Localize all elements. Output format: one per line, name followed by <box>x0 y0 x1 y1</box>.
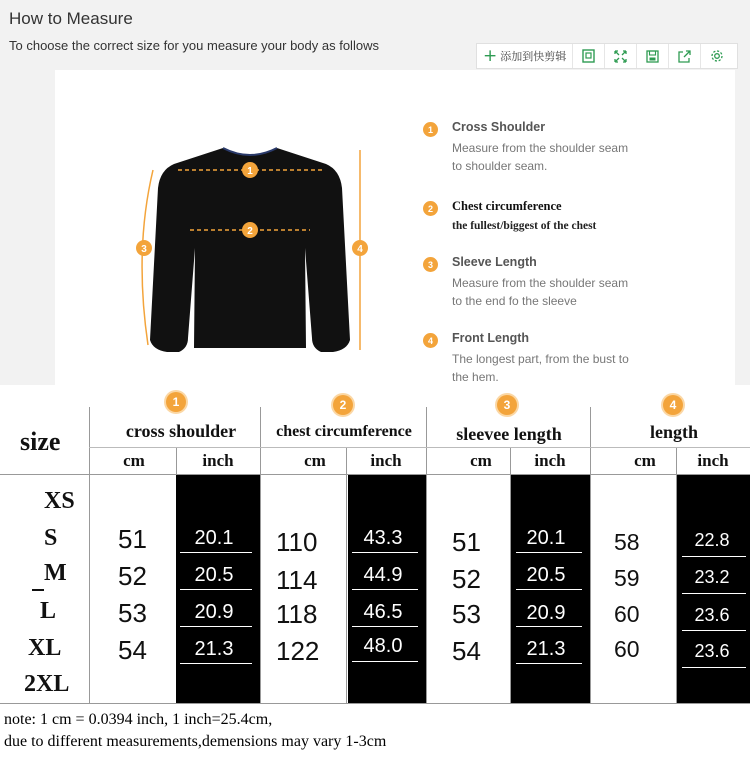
unit-inch: inch <box>534 451 566 470</box>
column-2-icon: 2 <box>333 395 353 415</box>
cell-value: 20.5 <box>526 564 566 586</box>
conversion-note: note: 1 cm = 0.0394 inch, 1 inch=25.4cm, <box>4 711 273 728</box>
cell-value: 122 <box>276 636 320 666</box>
step-1-icon: 1 <box>423 122 438 137</box>
column-header-length: length <box>649 422 698 442</box>
step-title: Front Length <box>452 331 530 345</box>
step-desc: The longest part, from the bust to the hem. <box>452 352 629 384</box>
inch-column-length <box>677 475 750 703</box>
cell-value: 52 <box>118 561 147 591</box>
clip-toolbar <box>476 43 738 69</box>
column-1-icon: 1 <box>166 392 186 412</box>
cell-value: 54 <box>118 635 147 665</box>
unit-inch: inch <box>202 451 234 470</box>
save-icon[interactable] <box>573 44 605 68</box>
cell-value: 110 <box>276 527 318 557</box>
size-label: L <box>40 598 57 624</box>
marker-2-label: 2 <box>247 226 253 237</box>
add-to-clip-label: 添加到快剪辑 <box>500 51 567 63</box>
cell-value: 118 <box>276 599 318 629</box>
cell-value: 51 <box>452 527 481 557</box>
page-subtitle: To choose the correct size for you measure your body as follows <box>9 38 379 53</box>
column-header-cross-shoulder: cross shoulder <box>125 421 237 441</box>
cell-value: 20.5 <box>194 564 234 586</box>
disk-icon[interactable] <box>637 44 669 68</box>
size-label: S <box>44 525 58 551</box>
cell-value: 23.2 <box>694 567 730 587</box>
cell-value: 60 <box>614 636 640 662</box>
cell-value: 51 <box>118 524 147 554</box>
column-3-icon: 3 <box>497 395 517 415</box>
cell-value: 48.0 <box>363 635 403 657</box>
unit-inch: inch <box>697 451 729 470</box>
cell-value: 23.6 <box>694 605 730 625</box>
step-desc: Measure from the shoulder seam to the end fo the sleeve <box>452 276 629 308</box>
cell-value: 23.6 <box>694 641 730 661</box>
step-desc: the fullest/biggest of the chest <box>452 220 597 232</box>
cell-value: 114 <box>276 565 318 595</box>
step-title: Chest circumference <box>452 199 562 213</box>
marker-3-label: 3 <box>141 244 147 255</box>
cell-value: 21.3 <box>194 638 234 660</box>
column-4-icon: 4 <box>663 395 683 415</box>
add-to-clip-button[interactable] <box>477 44 573 68</box>
cell-value: 59 <box>614 565 640 591</box>
cell-value: 54 <box>452 636 481 666</box>
step-desc: Measure from the shoulder seam to shoulder seam. <box>452 141 629 173</box>
share-icon[interactable] <box>669 44 701 68</box>
unit-cm: cm <box>470 451 492 470</box>
size-chart-table <box>0 385 750 705</box>
cell-value: 58 <box>614 529 640 555</box>
size-header: size <box>20 427 61 456</box>
size-label: M <box>44 560 67 586</box>
step-4-icon: 4 <box>423 333 438 348</box>
column-header-sleeve-length: sleevee length <box>456 424 562 444</box>
sweater-illustration <box>128 140 378 365</box>
marker-4-label: 4 <box>357 244 363 255</box>
cell-value: 44.9 <box>363 564 403 586</box>
marker-1-label: 1 <box>247 166 253 177</box>
size-label: XS <box>44 488 75 514</box>
step-3-icon: 3 <box>423 257 438 272</box>
plus-icon: + <box>483 45 498 66</box>
cell-value: 60 <box>614 601 640 627</box>
step-2-icon: 2 <box>423 201 438 216</box>
cell-value: 53 <box>118 598 147 628</box>
cell-value: 20.9 <box>194 601 234 623</box>
size-label: XL <box>28 635 62 661</box>
cell-value: 20.1 <box>526 527 566 549</box>
gear-icon[interactable] <box>701 44 732 68</box>
cell-value: 53 <box>452 599 481 629</box>
size-label: 2XL <box>24 671 70 697</box>
column-header-chest-circumference: chest circumference <box>276 423 412 440</box>
unit-cm: cm <box>634 451 656 470</box>
cell-value: 20.9 <box>526 602 566 624</box>
cell-value: 46.5 <box>363 601 403 623</box>
variance-note: due to different measurements,demensions may vary 1-3cm <box>4 733 387 750</box>
unit-inch: inch <box>370 451 402 470</box>
unit-cm: cm <box>123 451 145 470</box>
cell-value: 43.3 <box>363 527 403 549</box>
cell-value: 21.3 <box>526 638 566 660</box>
step-title: Cross Shoulder <box>452 120 546 134</box>
cell-value: 22.8 <box>694 530 730 550</box>
expand-icon[interactable] <box>605 44 637 68</box>
page-title: How to Measure <box>9 9 133 28</box>
unit-cm: cm <box>304 451 326 470</box>
step-title: Sleeve Length <box>452 255 537 269</box>
cell-value: 52 <box>452 564 481 594</box>
cell-value: 20.1 <box>194 527 234 549</box>
